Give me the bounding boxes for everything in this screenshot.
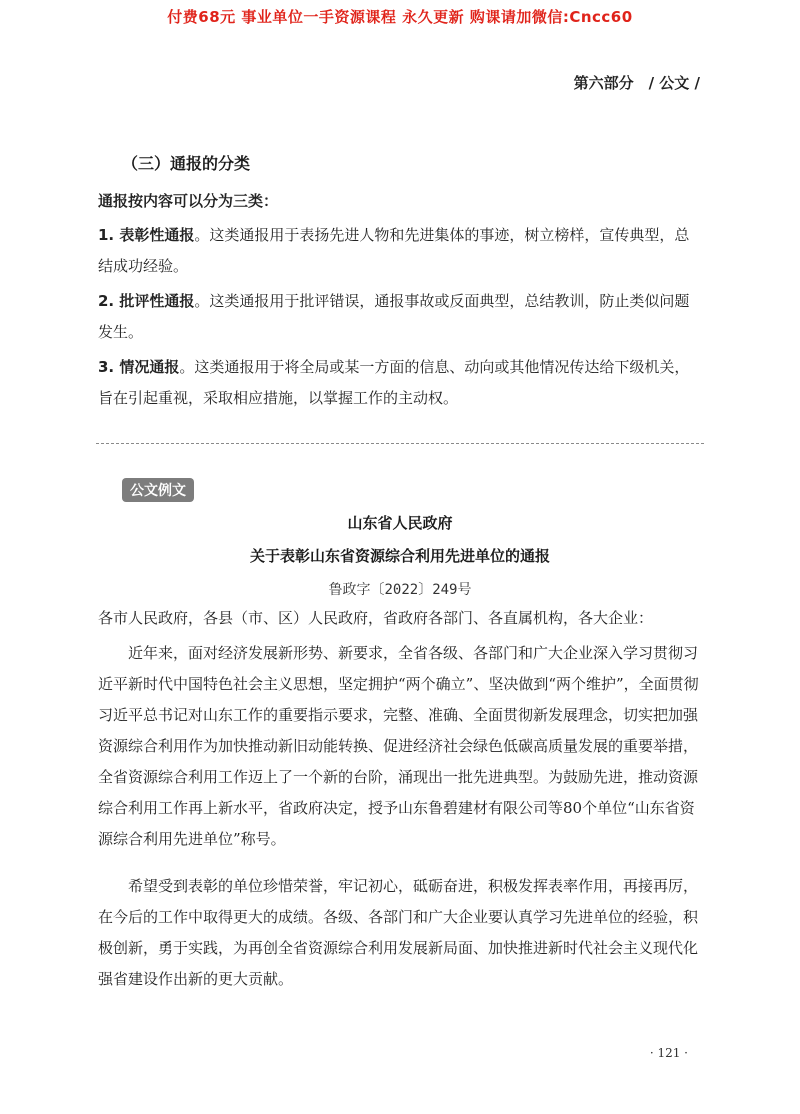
- page-number: · 121 ·: [649, 1046, 688, 1060]
- running-header: 第六部分 / 公文 /: [573, 74, 700, 92]
- list-item: [98, 286, 704, 348]
- document-title: 关于表彰山东省资源综合利用先进单位的通报: [249, 547, 550, 565]
- section-title: （三）通报的分类: [122, 154, 251, 173]
- document-number: 鲁政字〔2022〕249号: [328, 582, 472, 598]
- promo-banner: 付费68元 事业单位一手资源课程 永久更新 购课请加微信:Cncc60: [167, 8, 633, 26]
- list-item-label: 2. 批评性通报: [98, 292, 195, 310]
- document-issuer: 山东省人民政府: [347, 514, 453, 532]
- list-item-label: 1. 表彰性通报: [98, 226, 195, 244]
- list-item: [98, 220, 704, 282]
- list-item-text: 。这类通报用于批评错误，通报事故或反面典型，总结教训，防止类似问题发生。: [98, 292, 690, 341]
- list-item-text: 。这类通报用于表扬先进人物和先进集体的事迹，树立榜样，宣传典型，总结成功经验。: [98, 226, 690, 275]
- body-paragraph: 近年来，面对经济发展新形势、新要求，全省各级、各部门和广大企业深入学习贯彻习近平新时代中国特色社会主义思想，坚定拥护“两个确立”、坚决做到“两个维护”，全面贯彻习近平总书记对山东工作的重要指示要求，完整、准确、全面贯彻新发展理念，切实把加强资源综合利用作为加快推动新旧动能转换、促进经济社会绿色低碳高质量发展的重要举措，全省资源综合利用工作迈上了一个新的台阶，涌现出一批先进典型。为鼓励先进，推动资源综合利用工作再上新水平，省政府决定，授予山东鲁碧建材有限公司等80个单位“山东省资源综合利用先进单位”称号。: [98, 644, 699, 848]
- example-tag: 公文例文: [122, 478, 194, 502]
- list-item-label: 3. 情况通报: [98, 358, 180, 376]
- section-intro: 通报按内容可以分为三类：: [98, 192, 279, 210]
- body-paragraph: 希望受到表彰的单位珍惜荣誉，牢记初心，砥砺奋进，积极发挥表率作用，再接再厉，在今后的工作中取得更大的成绩。各级、各部门和广大企业要认真学习先进单位的经验，积极创新，勇于实践，为再创全省资源综合利用发展新局面、加快推进新时代社会主义现代化强省建设作出新的更大贡献。: [98, 877, 699, 988]
- section-divider: [96, 443, 704, 444]
- list-item: [98, 352, 704, 414]
- document-addressee: 各市人民政府，各县（市、区）人民政府，省政府各部门、各直属机构，各大企业：: [98, 609, 654, 627]
- list-item-text: 。这类通报用于将全局或某一方面的信息、动向或其他情况传达给下级机关，旨在引起重视，采取相应措施，以掌握工作的主动权。: [98, 358, 690, 407]
